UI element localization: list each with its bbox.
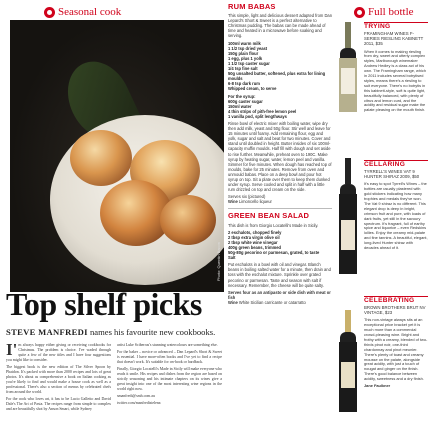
full-bottle-header [354, 6, 414, 18]
author-twitter[interactable]: twitter.com/manfredistelena [117, 401, 161, 405]
ingredient: 1 egg, plus 1 yolk [228, 55, 263, 61]
section-bullet-icon [354, 7, 365, 18]
syrup-heading: For the syrup: [228, 93, 256, 99]
section-bullet-icon [44, 7, 55, 18]
section-header [44, 6, 121, 18]
article-column-2 [117, 343, 222, 414]
standfirst-text: names his favourite new cookbooks. [89, 327, 216, 337]
wine-review [364, 296, 428, 391]
standfirst [6, 327, 215, 337]
author-name: STEVE MANFREDI [6, 327, 88, 337]
article-body [6, 340, 222, 414]
recipe-method: Put eschalots in a bowl with oil and vinegar. Blanch beans in boiling salted water for a minute, then drain and toss with the eschalot mixture. Sprinkle over grated pecorino or parmesan. Taste and season with salt if necessary. Remember, the cheese will be quite salty. [228, 262, 331, 288]
hero-photo [10, 20, 224, 292]
article-column-1 [6, 340, 111, 414]
ingredient: 150g plain flour [228, 50, 259, 56]
recipe-divider [228, 208, 332, 209]
wine-value: Limoncello liqueur [238, 199, 272, 205]
author-email[interactable]: smanfredi@smh.com.au [117, 394, 155, 398]
ingredient: 1 1/2 tsp dried yeast [228, 45, 268, 51]
recipes-column [228, 0, 332, 438]
wine-review [364, 22, 428, 115]
ingredient: Whipped cream, to serve [228, 86, 277, 92]
wine-category: CELLARING [364, 160, 428, 168]
photo-baba [70, 130, 132, 186]
ingredient: 100ml warm milk [228, 40, 261, 46]
ingredient: 1/4 tsp fine salt [228, 66, 258, 72]
section-label: Seasonal cook [58, 6, 122, 18]
ingredient: 2 eschalots, chopped finely [228, 229, 282, 235]
article-paragraph: I'm always happy either giving or receiving cookbooks for Christmas. The problem is choice. I've waded through quite a few of the new titles and I have four suggestions you might like to consider. [6, 340, 111, 362]
ingredient: 50g-80g pecorino or parmesan, grated, to taste [228, 250, 320, 256]
wine-review [364, 160, 428, 253]
article-paragraph: artist Luke Sciberras's stunning watercolours are something else. [117, 343, 218, 347]
wine-category: CELEBRATING [364, 296, 428, 304]
ingredient: 400g green beans, trimmed [228, 244, 282, 250]
wine-review-text: It's easy to spot Tyrrell's Wines – the bottles are usually plastered with gold stickers indicating how many trophies and medals they've won. The Vat 9 shiraz is no different. This elegant drop is deep in bright, crimson fruit and pure, with loads of dark fruits, yet still in the savoury spectrum. It's fragrant, full of earthy spice and liquorice – even Redskins lollies. Enjoy the creamy mid-palate and fine tannins. A beautiful, elegant, long-lived Hunter shiraz with decades ahead of it. [364, 181, 428, 251]
wine-name: TYRRELL'S WINES VAT 9 HUNTER SHIRAZ 2009, $50 [364, 168, 420, 180]
recipe-serves: Serves six (pictured) [228, 194, 266, 200]
recipe-method: Rinse bowl of electric mixer with boiling water, wipe dry then add milk, yeast and 50g flour. Stir well and leave for 15 minutes until foamy. Add remaining flour, egg and yolk, sugar and salt and beat for two minutes. Cover and stand until doubled in height. Butter insides of six 100ml-capacity muffin moulds. Half fill with dough and set aside to rise further. Meanwhile, preheat oven to 190C. Make syrup by heating sugar, water, lemon peel and vanilla. Simmer for five minutes. When dough has reached top of moulds, bake for 25 minutes. Remove from oven and unmould babas. Place on a deep bowl and pour hot syrup on top. Sit a plate over them to keep them dunked under syrup. Serve cooled and split in half with a little rum drizzled on top and cream on the side. [228, 120, 332, 193]
recipe-serves: Serves four as an antipasto or side dish with meat or fish [228, 289, 331, 300]
wine-review-text: When it comes to making riesling from dry, sweet and utterly complex styles, Marlborough winemaker Andrew Hedley is a class act of his own. The Framingham range, which in 2011 includes several botrytised styles, means there's a riesling to suit everyone. There's no botrytis in this kabinett-style, soft is quite light, beautifully balanced, with plenty of citrus and lemon curd, and the acidity and residual sugar make the palate pleasing on the mouth finish. [364, 48, 426, 113]
ingredient: 2 tbsp white wine vinegar [228, 239, 278, 245]
wine-value: White Sicilian carricante or catarratto [238, 299, 306, 305]
sparkling-bottle-image [338, 310, 358, 412]
wine-column [336, 0, 430, 438]
wine-name: FRAMINGHAM WINES F-SERIES RIESLING KABINETT 2011, $35 [364, 30, 424, 47]
wine-category: TRYING [364, 22, 428, 30]
photo-baba [160, 195, 216, 245]
photo-credit: Photo: Quentin Bacon [216, 242, 221, 282]
wine-label: Wine [228, 299, 238, 305]
recipe-intro: This dish is from Giorgio Locatelli's Made in Sicily. [228, 222, 319, 228]
shiraz-bottle-image [338, 158, 358, 274]
article-paragraph: For the baker – novice or advanced – Dan Lepard's Short & Sweet is essential. I have more-often books and I've yet to find a recipe that doesn't work. It's suitable for on-hook or hardback. [117, 350, 222, 364]
article-paragraph: Finally, Giorgio Locatelli's Made in Sicily will make everyone who reads it smile. His recipes and dishes from the region are based on strictly seasoning and his intimate chapters on its wines give a great insight into one of the most interesting wine regions in the world right now. [117, 367, 222, 391]
ingredient: 6-8 tsp dark rum [228, 81, 260, 87]
article-paragraph: For the cook who loves art, it has to be Lucio Galletto and David Dale's The Art of Pasta. The recipes range from simple to complex and are beautifully shot by Anson Smart, while Sydney [6, 397, 111, 411]
riesling-bottle-image [338, 22, 358, 112]
wine-review-text: This non-vintage always sits at an exceptional price bracket yet it is much more than a commercial crowd-pleasing wine. Bright and frothy with a creamy, blended of two-thirds pinot noir, one-third chardonnay and pinot meunier. There's plenty of toast and creamy mousse on the palate, alongside great acidity, with just a touch of nougat and ginger on the finish. There's good balance between acidity, sweetness and a dry finish. [364, 317, 428, 382]
ingredient: 1 vanilla pod, split lengthways [228, 113, 287, 119]
ingredient-list [228, 230, 332, 261]
ingredient: 1 1/2 tsp caster sugar [228, 60, 270, 66]
ingredient: 50g unsalted butter, softened, plus extra for lining moulds [228, 71, 326, 82]
recipe-intro: This simple, light and delicious dessert adapted from Dan Lepard's Short & Sweet is a perfect alternative to Christmas pudding. The babas can be made ahead of time and heated in a microwave before soaking and serving. [228, 13, 332, 39]
headline: Top shelf picks [6, 286, 202, 322]
full-bottle-label: Full bottle [368, 6, 414, 18]
ingredient: 2 tbsp extra virgin olive oil [228, 234, 280, 240]
article-paragraph: The biggest book is the new edition of The Silver Spoon by Phaidon. It's packed with more than 2000 recipes and lots of great photos. It's about as comprehensive a book on Italian cooking as you're likely to find and would make a house cook as well as a professional. There's also a section of menus by celebrated chefs from around the world. [6, 365, 111, 394]
recipe-wine [228, 199, 332, 204]
wine-label: Wine [228, 199, 238, 205]
ingredient: 150ml water [228, 103, 252, 109]
ingredient: Salt [228, 255, 236, 261]
recipe-title-rum-babas: RUM BABAS [228, 2, 276, 11]
reviewer-signoff: Jane Faulkner [364, 383, 391, 389]
wine-name: BROWN BROTHERS BRUT NV VINTAGE, $23 [364, 304, 426, 316]
ingredient: 4 thin strips of pith-free lemon peel [228, 108, 297, 114]
recipe-title-green-bean-salad: GREEN BEAN SALAD [228, 211, 310, 221]
recipe-wine [228, 300, 332, 305]
ingredient: 600g caster sugar [228, 98, 263, 104]
ingredient-list [228, 41, 332, 119]
